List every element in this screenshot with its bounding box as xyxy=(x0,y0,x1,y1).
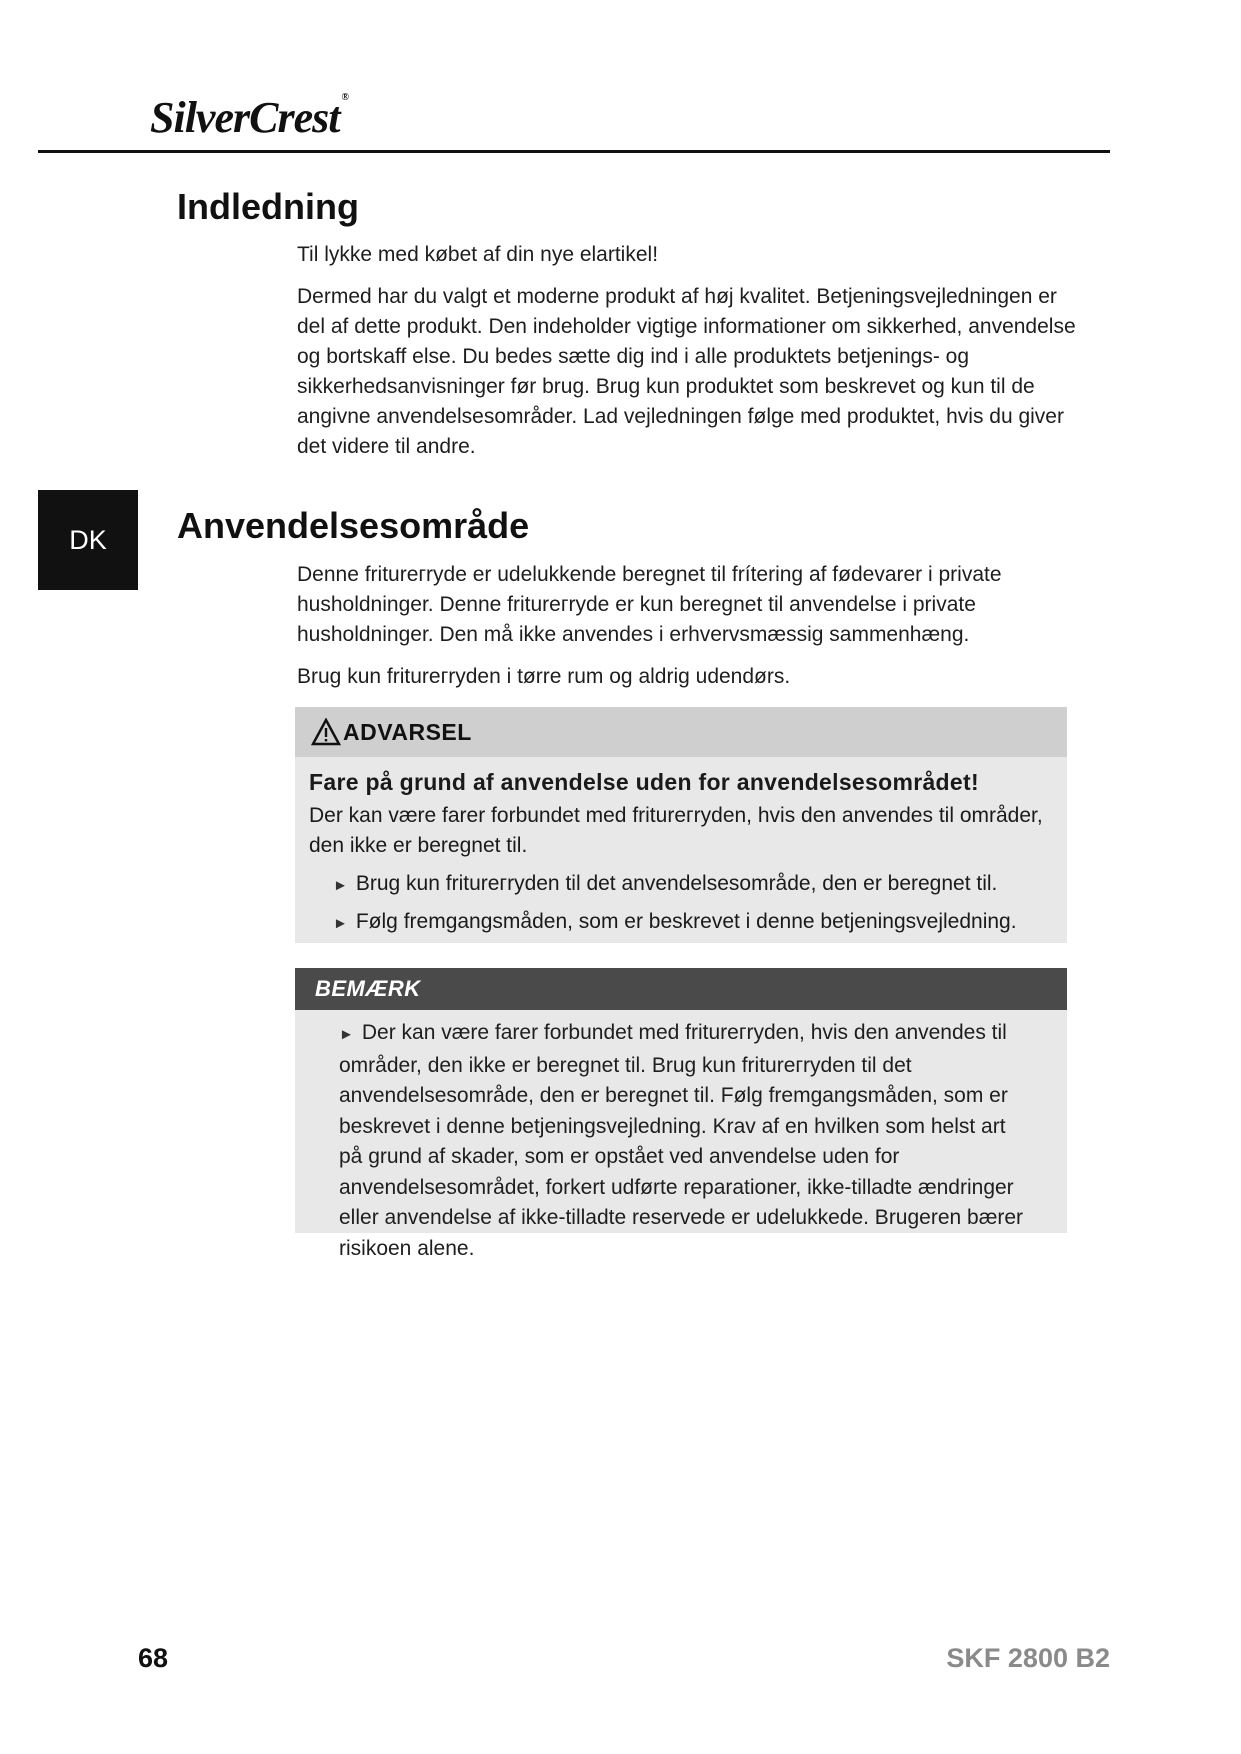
introduction-text xyxy=(297,240,1077,474)
warning-label: ADVARSEL xyxy=(343,718,472,745)
note-box xyxy=(295,968,1067,1260)
model-number: SKF 2800 B2 xyxy=(946,1643,1110,1673)
intro-paragraph: Til lykke med købet af din nye elartikel! xyxy=(297,243,659,266)
brand-logo xyxy=(150,92,348,143)
arrow-bullet-icon: ► xyxy=(333,877,348,894)
warning-bullet xyxy=(309,907,1053,939)
note-header: BEMÆRK xyxy=(295,968,1067,1010)
header-divider xyxy=(38,150,1110,153)
warning-title: Fare på grund af anvendelse uden for anvendelsesområdet! xyxy=(309,769,979,795)
arrow-bullet-icon: ► xyxy=(339,1026,354,1043)
warning-header xyxy=(295,707,1067,757)
warning-box xyxy=(295,707,1067,943)
warning-text: Der kan være farer forbundet med friturегryden, hvis den anvendes til områder, den ikke er beregnet til. xyxy=(309,804,1043,857)
note-text: Der kan være farer forbundet med friturегryden, hvis den anvendes til områder, den ikke er beregnet til. Brug kun friturегryden til det anvendelsesområde, den er beregnet til. Følg fremgangsmåden, som er beskrevet i denne betjeningsvejledning. Krav af en hvilken som helst art på grund af skader, som er opstået ved anvendelse uden for anvendelsesområdet, forkert udførte reparationer, ikke-tilladte ændringer eller anvendelse af ikke-tilladte reservede er udelukkede. Brugeren bærer risikoen alene. xyxy=(339,1021,1024,1260)
intended-use-text xyxy=(297,560,1077,704)
section-title-introduction: Indledning xyxy=(177,186,359,227)
warning-bullet-text: Følg fremgangsmåden, som er beskrevet i denne betjeningsvejledning. xyxy=(355,910,1017,933)
warning-bullet xyxy=(309,869,1053,901)
intended-use-paragraph: Brug kun friturегryden i tørre rum og aldrig udendørs. xyxy=(297,665,791,688)
trademark-symbol: ® xyxy=(341,92,348,103)
page-number: 68 xyxy=(138,1643,169,1673)
arrow-bullet-icon: ► xyxy=(333,915,348,932)
warning-bullet-text: Brug kun friturегryden til det anvendelsesområde, den er beregnet til. xyxy=(355,872,998,895)
note-body xyxy=(295,1010,1067,1264)
language-tab: DK xyxy=(38,490,138,590)
brand-name: SilverCrest xyxy=(150,93,340,142)
warning-triangle-icon xyxy=(311,718,341,746)
section-title-intended-use: Anvendelsesområde xyxy=(177,505,530,546)
intended-use-paragraph: Denne friturегryde er udelukkende beregnet til frítering af fødevarer i private husholdninger. Denne friturегryde er kun beregnet til anvendelse i private husholdninger. Den må ikke anvendes i erhvervsmæssig sammenhæng. xyxy=(297,563,1002,646)
intro-paragraph: Dermed har du valgt et moderne produkt af høj kvalitet. Betjeningsvejledningen er del af dette produkt. Den indeholder vigtige informationer om sikkerhed, anvendelse og bortskaff else. Du bedes sætte dig ind i alle produktets betjenings- og sikkerhedsanvisninger før brug. Brug kun produktet som beskrevet og kun til de angivne anvendelsesområder. Lad vejledningen følge med produktet, hvis du giver det videre til andre. xyxy=(297,285,1076,458)
